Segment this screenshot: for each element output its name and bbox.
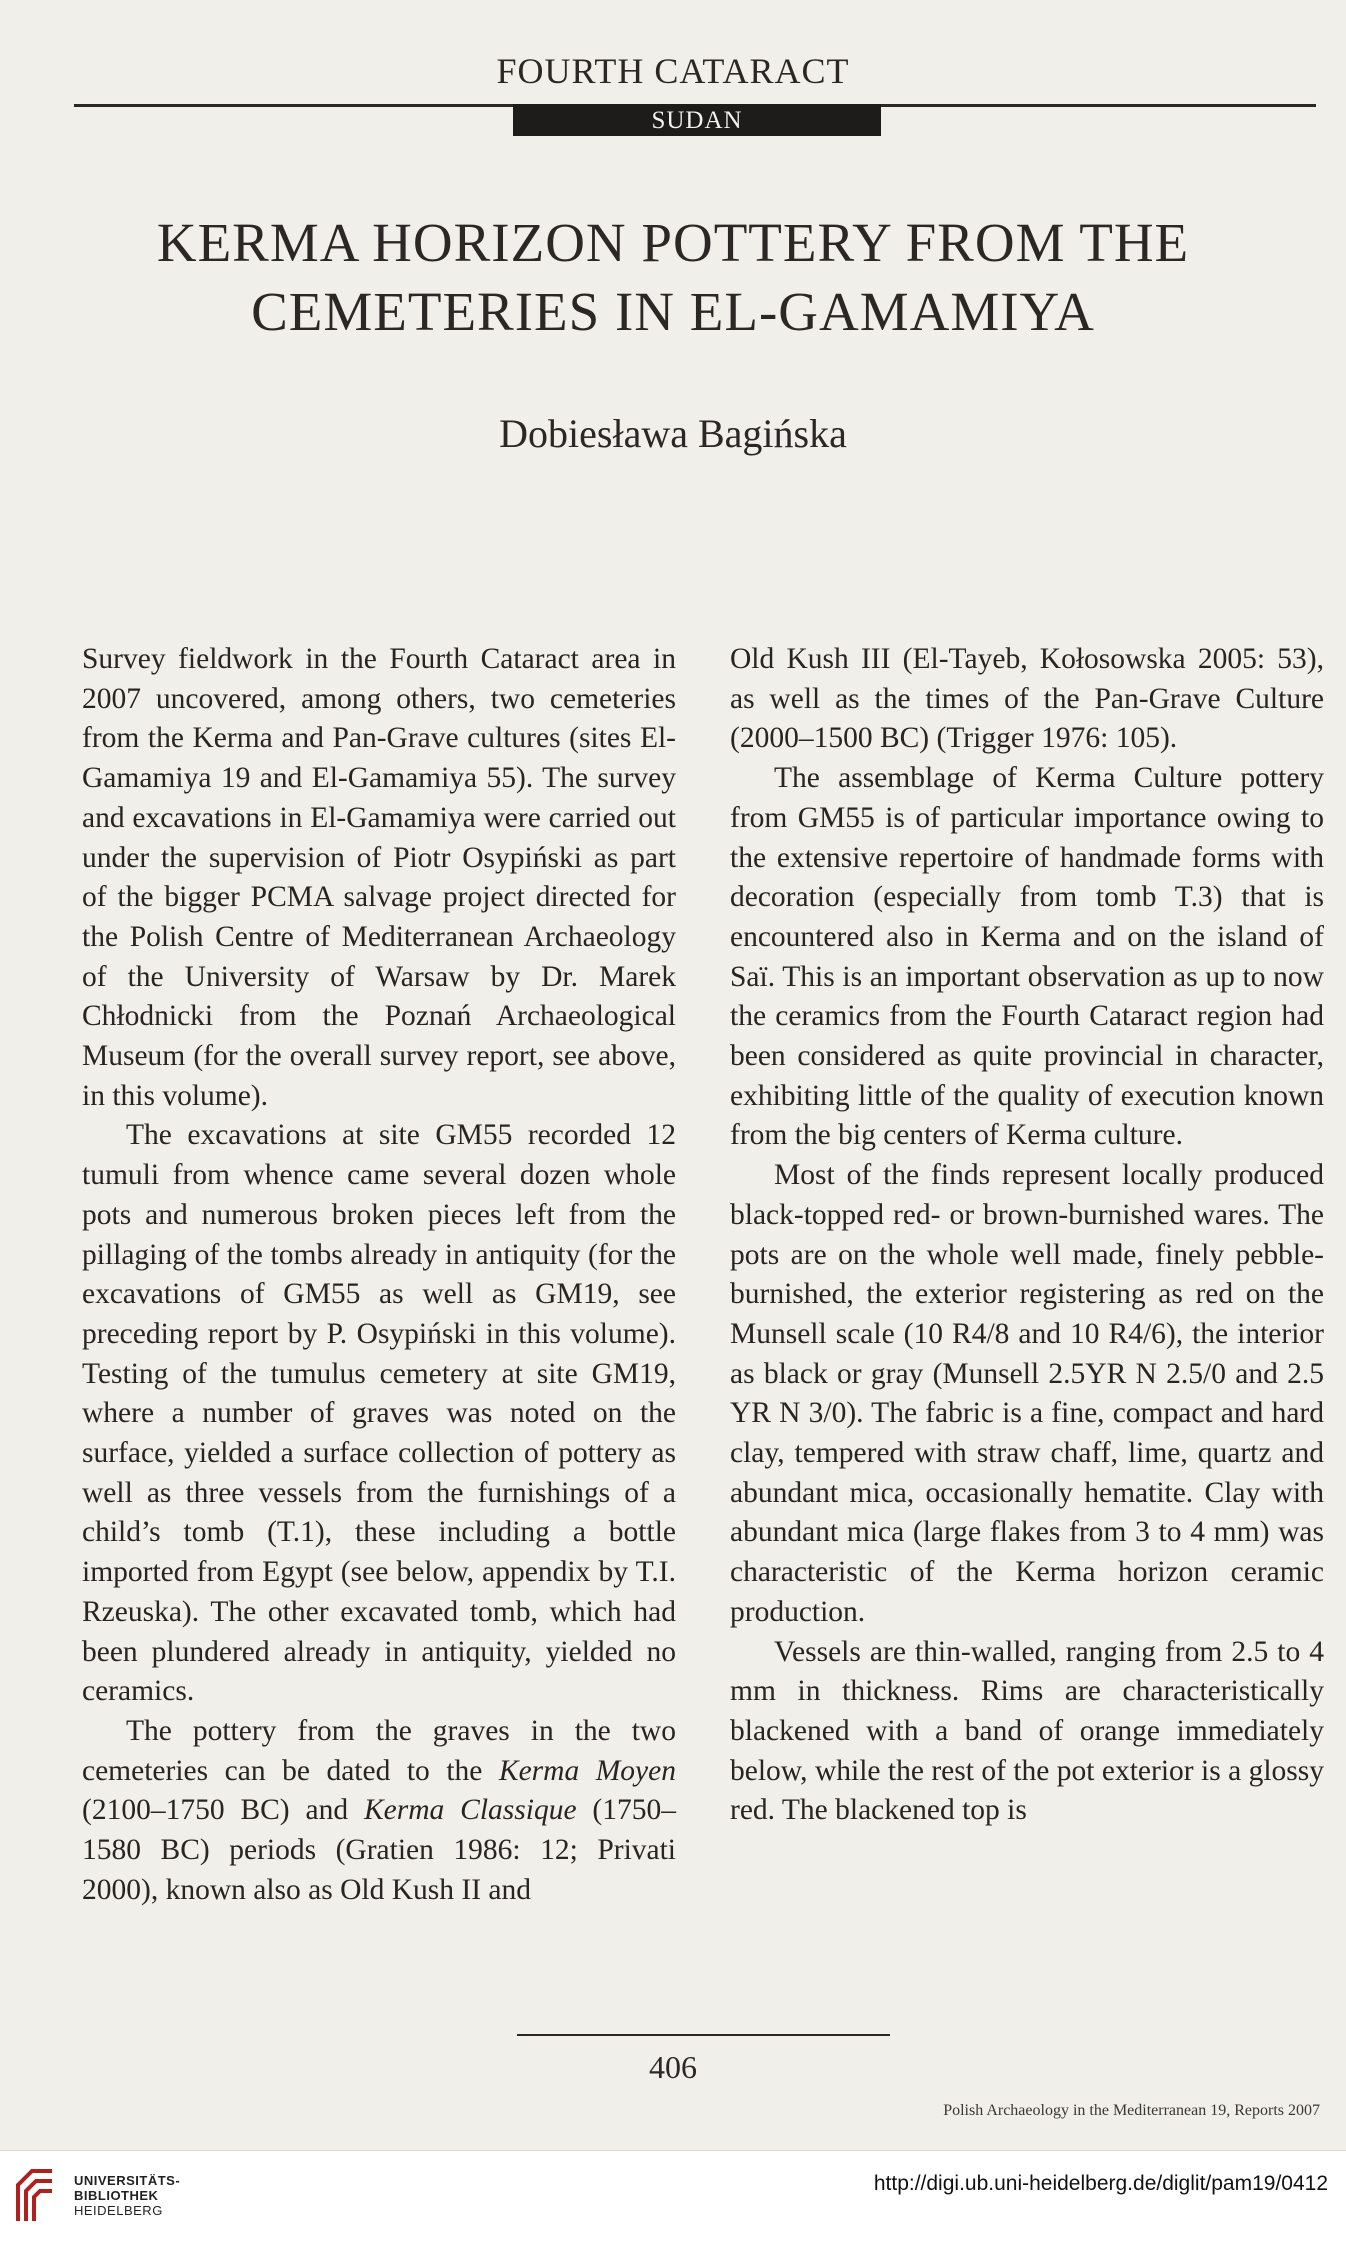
left-column (82, 640, 676, 1911)
source-url-link[interactable]: http://digi.ub.uni-heidelberg.de/diglit/pam19/0412 (873, 2172, 1328, 2195)
period-name: Kerma Classique (363, 1794, 577, 1827)
paragraph (82, 1712, 676, 1911)
paragraph: The excavations at site GM55 recorded 12 tumuli from whence came several dozen whole pots and numerous broken pieces left from the pillaging of the tombs already in antiquity (for the excavations of GM55 as well as GM19, see preceding report by P. Osypiński in this volume). Testing of the tumulus cemetery at site GM19, where a number of graves was noted on the surface, yielded a surface collection of pottery as well as three vessels from the furnishings of a child’s tomb (T.1), these including a bottle imported from Egypt (see below, appendix by T.I. Rzeuska). The other excavated tomb, which had been plundered already in antiquity, yielded no ceramics. (82, 1119, 676, 1708)
library-name-line: UNIVERSITÄTS- (74, 2173, 181, 2188)
paragraph-text: (1750–1580 BC) periods (Gratien 1986: 12; Privati 2000), known also as Old Kush II and (82, 1794, 676, 1906)
paragraph: Old Kush III (El-Tayeb, Kołosowska 2005: 53), as well as the times of the Pan-Grave Culture (2000–1500 BC) (Trigger 1976: 105). (730, 643, 1324, 755)
university-library-logo-icon[interactable] (14, 2165, 56, 2225)
author-name: Dobiesława Bagińska (499, 411, 847, 456)
paragraph-text: (2100–1750 BC) and (82, 1794, 364, 1827)
library-footer-bar (0, 2150, 1346, 2247)
page-number: 406 (649, 2049, 697, 2085)
library-name[interactable] (74, 2173, 180, 2218)
article-title-line-2: CEMETERIES IN EL-GAMAMIYA (251, 281, 1095, 342)
paragraph: Vessels are thin-walled, ranging from 2.5 to 4 mm in thickness. Rims are characteristically blackened with a band of orange immediately below, while the rest of the pot exterior is a glossy red. The blackened top is (730, 1635, 1324, 1827)
section-tab: SUDAN (513, 104, 881, 136)
article-title-line-1: KERMA HORIZON POTTERY FROM THE (156, 212, 1190, 273)
paragraph: The assemblage of Kerma Culture pottery from GM55 is of particular importance owing to the extensive repertoire of handmade forms with decoration (especially from tomb T.3) that is encountered also in Kerma and on the island of Saï. This is an important observation as up to now the ceramics from the Fourth Cataract region had been considered as quite provincial in character, exhibiting little of the quality of execution known from the big centers of Kerma culture. (730, 762, 1324, 1152)
period-name: Kerma Moyen (498, 1754, 676, 1787)
paragraph-text: The pottery from the graves in the two cemeteries can be dated to the (82, 1714, 676, 1787)
paragraph: Survey fieldwork in the Fourth Cataract area in 2007 uncovered, among others, two cemeteries from the Kerma and Pan-Grave cultures (sites El-Gamamiya 19 and El-Gamamiya 55). The survey and excavations in El-Gamamiya were carried out under the supervision of Piotr Osypiński as part of the bigger PCMA salvage project directed for the Polish Centre of Mediterranean Archaeology of the University of Warsaw by Dr. Marek Chłodnicki from the Poznań Archaeological Museum (for the overall survey report, see above, in this volume). (82, 643, 676, 1112)
footer-rule (517, 2034, 890, 2036)
article-title (100, 208, 1246, 346)
right-column (730, 640, 1324, 1831)
library-name-line: BIBLIOTHEK (74, 2188, 159, 2203)
paragraph: Most of the finds represent locally produced black-topped red- or brown-burnished wares. The pots are on the whole well made, finely pebble-burnished, the exterior registering as red on the Munsell scale (10 R4/8 and 10 R4/6), the interior as black or gray (Munsell 2.5YR N 2.5/0 and 2.5 YR N 3/0). The fabric is a fine, compact and hard clay, tempered with straw chaff, lime, quartz and abundant mica, occasionally hematite. Clay with abundant mica (large flakes from 3 to 4 mm) was characteristic of the Kerma horizon ceramic production. (730, 1159, 1324, 1628)
journal-citation: Polish Archaeology in the Mediterranean 19, Reports 2007 (943, 2102, 1320, 2119)
library-name-line: HEIDELBERG (74, 2203, 163, 2218)
running-title: FOURTH CATARACT (496, 51, 850, 91)
